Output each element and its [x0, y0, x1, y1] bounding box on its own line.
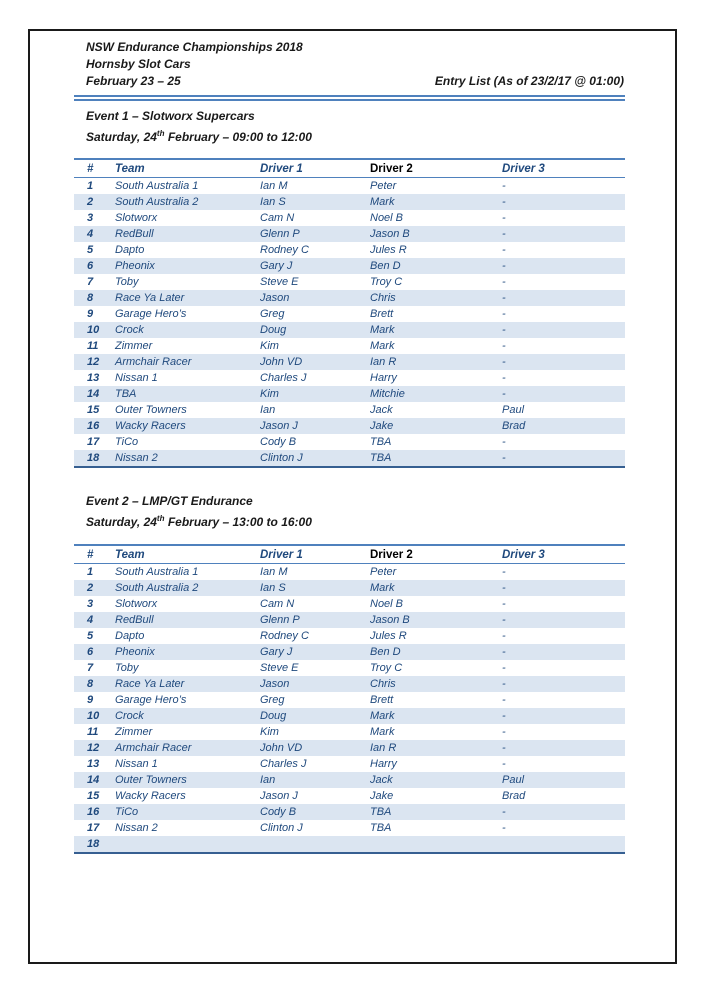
team-cell — [110, 836, 254, 853]
entry-number-cell: 13 — [87, 758, 100, 770]
document-page — [28, 29, 677, 964]
driver3-cell: - — [502, 598, 506, 610]
driver1-cell: Greg — [260, 308, 285, 320]
venue-name: Hornsby Slot Cars — [86, 57, 191, 71]
driver2-cell: Troy C — [370, 276, 403, 288]
driver3-cell: - — [502, 196, 506, 208]
team-cell: RedBull — [115, 614, 154, 626]
driver3-cell: - — [502, 694, 506, 706]
table-row — [74, 804, 625, 820]
column-header-driver1: Driver 1 — [254, 545, 364, 564]
table-row — [74, 708, 625, 724]
column-header-driver3: Driver 3 — [496, 545, 625, 564]
table-row — [74, 210, 625, 226]
table-row — [74, 788, 625, 804]
driver1-cell: Ian M — [260, 566, 288, 578]
driver3-cell: - — [502, 806, 506, 818]
driver2-cell: Mark — [370, 726, 395, 738]
table-row — [74, 434, 625, 450]
driver1-cell: Kim — [260, 388, 279, 400]
entry-number-cell: 3 — [87, 598, 94, 610]
entry-number-cell: 1 — [87, 566, 94, 578]
table-row — [74, 660, 625, 676]
team-cell: TBA — [115, 388, 137, 400]
driver2-cell: TBA — [370, 452, 392, 464]
driver2-cell: Brett — [370, 308, 394, 320]
driver3-cell: - — [502, 662, 506, 674]
team-cell: Garage Hero’s — [115, 694, 187, 706]
table-row — [74, 370, 625, 386]
team-cell: TiCo — [115, 436, 139, 448]
driver1-cell: Rodney C — [260, 244, 309, 256]
table-row — [74, 386, 625, 402]
entry-number-cell: 3 — [87, 212, 94, 224]
event2-title: Event 2 – LMP/GT Endurance — [86, 494, 253, 508]
entry-number-cell: 12 — [87, 356, 100, 368]
driver2-cell: Mark — [370, 196, 395, 208]
entry-number-cell: 5 — [87, 630, 94, 642]
driver1-cell: Cody B — [260, 806, 297, 818]
team-cell: Nissan 2 — [115, 822, 158, 834]
team-cell: Slotworx — [115, 212, 158, 224]
team-cell: Outer Towners — [115, 774, 187, 786]
driver3-cell: - — [502, 758, 506, 770]
table-row — [74, 226, 625, 242]
driver3-cell: - — [502, 372, 506, 384]
team-cell: RedBull — [115, 228, 154, 240]
driver2-cell: Jason B — [370, 614, 410, 626]
driver3-cell: - — [502, 452, 506, 464]
driver2-cell: TBA — [370, 806, 392, 818]
driver3-cell: - — [502, 356, 506, 368]
table-row — [74, 258, 625, 274]
entry-number-cell: 17 — [87, 436, 100, 448]
driver2-cell: Chris — [370, 292, 396, 304]
driver3-cell: - — [502, 678, 506, 690]
table-row — [74, 628, 625, 644]
team-cell: Wacky Racers — [115, 790, 186, 802]
driver1-cell — [254, 836, 364, 853]
driver3-cell: - — [502, 180, 506, 192]
driver1-cell: Kim — [260, 726, 279, 738]
driver3-cell: Paul — [502, 404, 525, 416]
event1-heading — [86, 108, 624, 146]
driver3-cell: - — [502, 292, 506, 304]
table-row — [74, 242, 625, 258]
driver2-cell: Troy C — [370, 662, 403, 674]
table-row — [74, 322, 625, 338]
driver3-cell: - — [502, 308, 506, 320]
driver1-cell: Steve E — [260, 276, 299, 288]
driver1-cell: Cam N — [260, 598, 295, 610]
table-row — [74, 354, 625, 370]
driver1-cell: John VD — [260, 742, 303, 754]
table-row — [74, 692, 625, 708]
driver1-cell: Jason J — [260, 420, 298, 432]
driver2-cell: Brett — [370, 694, 394, 706]
driver1-cell: Doug — [260, 710, 287, 722]
table-row — [74, 564, 625, 581]
driver2-cell: Ian R — [370, 356, 397, 368]
team-cell: Zimmer — [115, 340, 153, 352]
driver2-cell: Jules R — [370, 630, 407, 642]
team-cell: Dapto — [115, 244, 145, 256]
entry-number-cell: 10 — [87, 710, 100, 722]
table-row — [74, 450, 625, 467]
event1-schedule: Saturday, 24th February – 09:00 to 12:00 — [86, 129, 312, 144]
driver1-cell: Cody B — [260, 436, 297, 448]
driver3-cell: - — [502, 646, 506, 658]
entry-number-cell: 4 — [87, 614, 94, 626]
column-header-number: # — [74, 159, 110, 178]
team-cell: Crock — [115, 324, 144, 336]
table-row — [74, 644, 625, 660]
driver3-cell: - — [502, 710, 506, 722]
driver3-cell: - — [502, 276, 506, 288]
driver1-cell: Ian S — [260, 196, 286, 208]
driver1-cell: Jason J — [260, 790, 298, 802]
team-cell: Toby — [115, 662, 139, 674]
entry-number-cell: 13 — [87, 372, 100, 384]
team-cell: Armchair Racer — [115, 742, 192, 754]
driver3-cell: - — [502, 582, 506, 594]
team-cell: Zimmer — [115, 726, 153, 738]
entry-number-cell: 9 — [87, 694, 94, 706]
driver1-cell: Glenn P — [260, 614, 300, 626]
entry-number-cell: 6 — [87, 260, 94, 272]
table-row — [74, 580, 625, 596]
team-cell: Nissan 1 — [115, 758, 158, 770]
entry-number-cell: 2 — [87, 582, 94, 594]
team-cell: South Australia 1 — [115, 566, 199, 578]
table-row — [74, 194, 625, 210]
driver1-cell: Charles J — [260, 758, 307, 770]
driver1-cell: Ian M — [260, 180, 288, 192]
team-cell: Dapto — [115, 630, 145, 642]
driver2-cell — [364, 836, 496, 853]
event-date-range: February 23 – 25 — [86, 74, 181, 88]
driver1-cell: Jason — [260, 292, 290, 304]
driver2-cell: Mark — [370, 324, 395, 336]
team-cell: Race Ya Later — [115, 292, 185, 304]
driver1-cell: Glenn P — [260, 228, 300, 240]
driver2-cell: Jack — [370, 774, 393, 786]
driver3-cell: - — [502, 244, 506, 256]
driver2-cell: Ben D — [370, 260, 401, 272]
driver2-cell: Mark — [370, 582, 395, 594]
event2-table-header-row — [74, 545, 625, 564]
table-row — [74, 290, 625, 306]
table-row — [74, 178, 625, 195]
team-cell: Slotworx — [115, 598, 158, 610]
event1-table-header-row — [74, 159, 625, 178]
entry-number-cell: 2 — [87, 196, 94, 208]
entry-number-cell: 15 — [87, 404, 100, 416]
driver2-cell: Peter — [370, 180, 397, 192]
column-header-team: Team — [110, 545, 254, 564]
driver3-cell: Brad — [502, 420, 526, 432]
column-header-driver1: Driver 1 — [254, 159, 364, 178]
entry-number-cell: 16 — [87, 420, 100, 432]
entry-number-cell: 10 — [87, 324, 100, 336]
entry-number-cell: 14 — [87, 774, 100, 786]
driver3-cell: Brad — [502, 790, 526, 802]
team-cell: Pheonix — [115, 260, 155, 272]
team-cell: Crock — [115, 710, 144, 722]
driver1-cell: Clinton J — [260, 822, 303, 834]
entry-number-cell: 6 — [87, 646, 94, 658]
entry-number-cell: 7 — [87, 276, 94, 288]
entry-number-cell: 8 — [87, 678, 94, 690]
team-cell: Armchair Racer — [115, 356, 192, 368]
championship-title: NSW Endurance Championships 2018 — [86, 40, 303, 54]
entry-number-cell: 8 — [87, 292, 94, 304]
team-cell: Toby — [115, 276, 139, 288]
driver3-cell: - — [502, 822, 506, 834]
table-row — [74, 338, 625, 354]
driver3-cell: - — [502, 388, 506, 400]
driver3-cell: - — [502, 630, 506, 642]
driver3-cell: - — [502, 228, 506, 240]
driver1-cell: Greg — [260, 694, 285, 706]
table-row — [74, 740, 625, 756]
entry-number-cell: 18 — [87, 838, 100, 850]
driver3-cell: - — [502, 726, 506, 738]
driver2-cell: Mark — [370, 710, 395, 722]
driver1-cell: Rodney C — [260, 630, 309, 642]
driver1-cell: Ian S — [260, 582, 286, 594]
team-cell: South Australia 1 — [115, 180, 199, 192]
driver2-cell: TBA — [370, 822, 392, 834]
entry-number-cell: 14 — [87, 388, 100, 400]
driver3-cell: - — [502, 212, 506, 224]
table-row — [74, 820, 625, 836]
entry-number-cell: 1 — [87, 180, 94, 192]
driver1-cell: Charles J — [260, 372, 307, 384]
table-row — [74, 402, 625, 418]
event1-title: Event 1 – Slotworx Supercars — [86, 109, 255, 123]
driver2-cell: Mitchie — [370, 388, 405, 400]
table-row — [74, 756, 625, 772]
entry-number-cell: 5 — [87, 244, 94, 256]
column-header-driver3: Driver 3 — [496, 159, 625, 178]
table-row — [74, 306, 625, 322]
driver2-cell: Ian R — [370, 742, 397, 754]
entry-number-cell: 11 — [87, 340, 99, 352]
driver1-cell: Jason — [260, 678, 290, 690]
driver2-cell: Jake — [370, 420, 394, 432]
column-header-team: Team — [110, 159, 254, 178]
driver1-cell: Ian — [260, 404, 276, 416]
driver2-cell: Jake — [370, 790, 394, 802]
entry-number-cell: 7 — [87, 662, 94, 674]
driver2-cell: Noel B — [370, 212, 404, 224]
table-row — [74, 724, 625, 740]
driver2-cell: Chris — [370, 678, 396, 690]
team-cell: Race Ya Later — [115, 678, 185, 690]
entry-number-cell: 18 — [87, 452, 100, 464]
entry-list-timestamp: Entry List (As of 23/2/17 @ 01:00) — [434, 74, 624, 88]
table-row — [74, 836, 625, 853]
team-cell: Garage Hero’s — [115, 308, 187, 320]
driver2-cell: Jack — [370, 404, 393, 416]
entry-number-cell: 9 — [87, 308, 94, 320]
entry-number-cell: 15 — [87, 790, 100, 802]
team-cell: Nissan 2 — [115, 452, 158, 464]
driver2-cell: Mark — [370, 340, 395, 352]
driver2-cell: Jason B — [370, 228, 410, 240]
driver1-cell: Doug — [260, 324, 287, 336]
team-cell: Nissan 1 — [115, 372, 158, 384]
driver3-cell: - — [502, 340, 506, 352]
driver2-cell: Harry — [370, 372, 397, 384]
entry-number-cell: 17 — [87, 822, 100, 834]
team-cell: Outer Towners — [115, 404, 187, 416]
column-header-driver2: Driver 2 — [364, 159, 496, 178]
driver2-cell: Noel B — [370, 598, 404, 610]
event1-entry-table — [74, 158, 625, 468]
driver2-cell: Harry — [370, 758, 397, 770]
team-cell: TiCo — [115, 806, 139, 818]
team-cell: Pheonix — [115, 646, 155, 658]
table-row — [74, 418, 625, 434]
driver2-cell: Peter — [370, 566, 397, 578]
table-row — [74, 596, 625, 612]
driver3-cell: - — [502, 260, 506, 272]
table-row — [74, 772, 625, 788]
driver1-cell: Clinton J — [260, 452, 303, 464]
header-divider-rule — [74, 95, 625, 101]
entry-number-cell: 11 — [87, 726, 99, 738]
column-header-number: # — [74, 545, 110, 564]
driver1-cell: Gary J — [260, 646, 293, 658]
driver3-cell: - — [502, 566, 506, 578]
event2-heading — [86, 493, 624, 531]
entry-number-cell: 12 — [87, 742, 100, 754]
column-header-driver2: Driver 2 — [364, 545, 496, 564]
driver2-cell: Ben D — [370, 646, 401, 658]
event2-schedule: Saturday, 24th February – 13:00 to 16:00 — [86, 514, 312, 529]
driver1-cell: Ian — [260, 774, 276, 786]
team-cell: South Australia 2 — [115, 582, 199, 594]
team-cell: Wacky Racers — [115, 420, 186, 432]
event2-entry-table — [74, 544, 625, 854]
driver3-cell: - — [502, 436, 506, 448]
driver1-cell: Steve E — [260, 662, 299, 674]
driver3-cell: - — [502, 742, 506, 754]
driver1-cell: Cam N — [260, 212, 295, 224]
table-row — [74, 612, 625, 628]
entry-number-cell: 4 — [87, 228, 94, 240]
driver1-cell: Kim — [260, 340, 279, 352]
entry-number-cell: 16 — [87, 806, 100, 818]
driver3-cell: - — [502, 614, 506, 626]
driver1-cell: Gary J — [260, 260, 293, 272]
driver3-cell: - — [502, 324, 506, 336]
driver3-cell — [496, 836, 625, 853]
table-row — [74, 676, 625, 692]
driver2-cell: Jules R — [370, 244, 407, 256]
driver2-cell: TBA — [370, 436, 392, 448]
driver3-cell: Paul — [502, 774, 525, 786]
team-cell: South Australia 2 — [115, 196, 199, 208]
driver1-cell: John VD — [260, 356, 303, 368]
document-header — [86, 39, 624, 90]
table-row — [74, 274, 625, 290]
